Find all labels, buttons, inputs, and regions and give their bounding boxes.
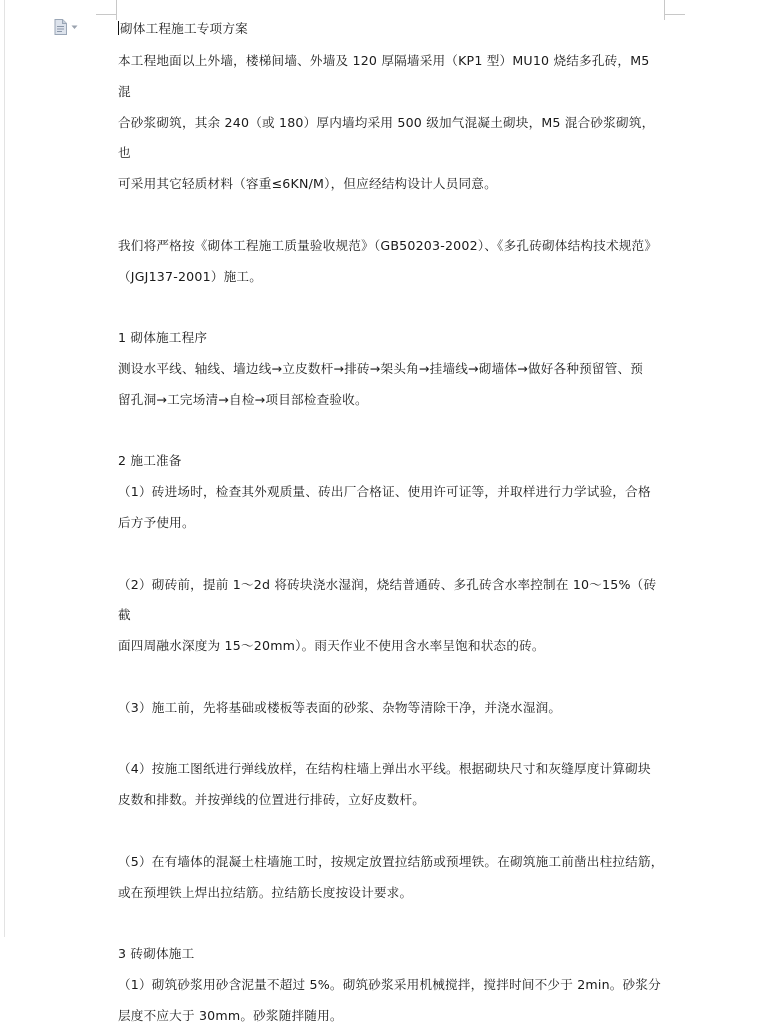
section-heading: 3 砖砌体施工 [118,946,195,962]
blank-line [118,539,666,570]
paragraph-line: （5）在有墙体的混凝土柱墙施工时，按规定放置拉结筋或预埋铁。在砌筑施工前凿出柱拉结筋， [118,853,664,869]
crop-mark-top-left-h [96,14,116,15]
document-title-line [118,16,666,46]
paragraph-line: （2）砌砖前，提前 1～2d 将砖块浇水湿润，烧结普通砖、多孔砖含水率控制在 10～15%（砖截 [118,576,657,623]
paragraph-line: （JGJ137-2001）施工。 [118,268,262,284]
paragraph-line: 测设水平线、轴线、墙边线→立皮数杆→排砖→架头角→挂墙线→砌墙体→做好各种预留管、预 [118,360,644,376]
blank-line [118,816,666,847]
paragraph-line: （4）按施工图纸进行弹线放样，在结构柱墙上弹出水平线。根据砌块尺寸和灰缝厚度计算砌块 [118,761,651,777]
paragraph-line: （3）施工前，先将基础或楼板等表面的砂浆、杂物等清除干净，并浇水湿润。 [118,699,562,715]
blank-line [118,662,666,693]
paragraph-line: （1）砖进场时，检查其外观质量、砖出厂合格证、使用许可证等，并取样进行力学试验，合格 [118,484,651,500]
paragraph-line: 后方予使用。 [118,514,195,530]
blank-line [118,908,666,939]
section-heading: 2 施工准备 [118,453,182,469]
section-heading: 1 砌体施工程序 [118,330,208,346]
paragraph-line: 层度不应大于 30mm。砂浆随拌随用。 [118,1007,343,1023]
paragraph-line: 我们将严格按《砌体工程施工质量验收规范》（GB50203-2002）、《多孔砖砌体结构技术规范》 [118,237,658,253]
paragraph-line: 或在预埋铁上焊出拉结筋。拉结筋长度按设计要求。 [118,884,413,900]
paragraph-line: 皮数和排数。并按弹线的位置进行排砖，立好皮数杆。 [118,792,426,808]
paragraph-line: 合砂浆砌筑，其余 240（或 180）厚内墙均采用 500 级加气混凝土砌块，M5 混合砂浆砌筑，也 [118,114,655,161]
chevron-down-icon [71,25,78,30]
crop-mark-top-left-v [116,0,117,20]
paragraph-line: 可采用其它轻质材料（容重≤6KN/M），但应经结构设计人员同意。 [118,176,497,192]
paragraph-line: 留孔洞→工完场清→自检→项目部检查验收。 [118,391,368,407]
page-left-gutter [4,0,5,937]
crop-mark-top-right-h [665,14,685,15]
document-icon [54,19,67,35]
paragraph-line: 本工程地面以上外墙，楼梯间墙、外墙及 120 厚隔墙采用（KP1 型）MU10 烧结多孔砖，M5 混 [118,53,650,99]
blank-line [118,416,666,447]
blank-line [118,724,666,755]
blank-line [118,200,666,231]
document-menu-button[interactable] [54,19,84,35]
text-cursor [118,21,119,35]
paragraph-line: 面四周融水深度为 15～20mm）。雨天作业不使用含水率呈饱和状态的砖。 [118,638,545,654]
paragraph-line: （1）砌筑砂浆用砂含泥量不超过 5%。砌筑砂浆采用机械搅拌，搅拌时间不少于 2min。砂浆分 [118,976,661,992]
blank-line [118,292,666,323]
document-title: 砌体工程施工专项方案 [120,21,248,36]
document-body[interactable] [118,16,666,1032]
